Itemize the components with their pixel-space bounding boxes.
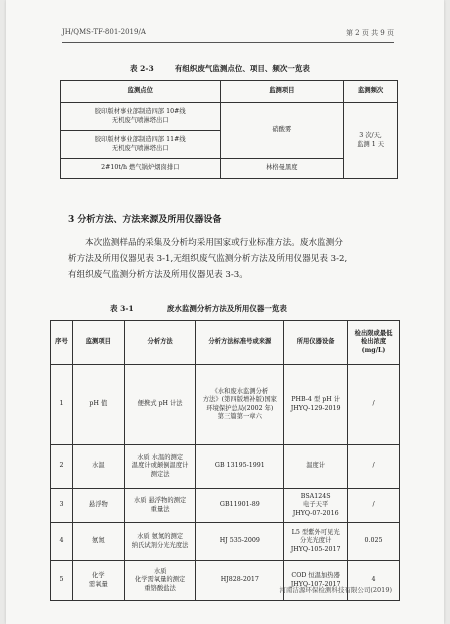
table-cell: 《水和废水监测分析 方法》(第四版增补版)国家 环境保护总局(2002 年) 第三篇第一章六 <box>196 365 284 445</box>
table-3-1-caption <box>110 303 287 314</box>
table-cell: 便携式 pH 计法 <box>124 365 196 445</box>
table-cell: / <box>348 489 400 523</box>
table-cell: / <box>348 445 400 489</box>
col-header: 所用仪器设备 <box>284 321 348 365</box>
paragraph-line: 有组织废气监测分析方法及所用仪器见表 3-3。 <box>68 269 248 280</box>
document-page <box>6 0 444 624</box>
table-cell: pH 值 <box>72 365 124 445</box>
paragraph-line: 本次监测样品的采集及分析均采用国家或行业标准方法。废水监测分 <box>85 238 343 248</box>
table-cell: 4 <box>51 523 73 561</box>
point-cell: 胶印版材事业部制造四部 11#线 无机废气喷淋塔出口 <box>61 131 221 159</box>
table-cell: 化学 需氧量 <box>72 561 124 601</box>
col-header: 监测项目 <box>72 321 124 365</box>
table-row <box>51 489 400 523</box>
col-header: 分析方法标准号或来源 <box>196 321 284 365</box>
table-cell: 悬浮物 <box>72 489 124 523</box>
page-header <box>62 28 394 43</box>
caption-number: 表 2-3 <box>130 64 154 73</box>
table-cell: 5 <box>51 561 73 601</box>
table-cell: 0.025 <box>348 523 400 561</box>
table-cell: 水质 水温的测定 温度计或颠倒温度计 测定法 <box>124 445 196 489</box>
table-cell: HJ 535-2009 <box>196 523 284 561</box>
doc-code: JH/QMS-TF-801-2019/A <box>62 28 146 36</box>
table-cell: / <box>348 365 400 445</box>
table-cell: GB11901-89 <box>196 489 284 523</box>
caption-number: 表 3-1 <box>110 304 134 313</box>
footer-company: 河南洁源环保检测科技有限公司(2019) <box>279 586 392 594</box>
caption-title: 有组织废气监测点位、项目、频次一览表 <box>174 64 310 73</box>
table-cell: L5 型紫外可见光 分光光度计 JHYQ-105-2017 <box>284 523 348 561</box>
caption-title: 废水监测分析方法及所用仪器一览表 <box>166 304 287 313</box>
table-2-3-caption <box>130 63 310 74</box>
table-cell: 水质 氨氮的测定 纳氏试剂分光光度法 <box>124 523 196 561</box>
table-cell: 水质 化学需氧量的测定 重铬酸盐法 <box>124 561 196 601</box>
table-cell: HJ828-2017 <box>196 561 284 601</box>
paragraph-line: 析方法及所用仪器见表 3-1,无组织废气监测分析方法及所用仪器见表 3-2, <box>68 253 348 264</box>
table-row <box>51 365 400 445</box>
col-header: 监测点位 <box>61 81 221 103</box>
frequency-cell: 3 次/天, 监测 1 天 <box>344 103 398 179</box>
page-number: 第 2 页 共 9 页 <box>345 29 394 37</box>
section-heading: 3 分析方法、方法来源及所用仪器设备 <box>68 215 222 225</box>
table-2-3 <box>60 80 398 179</box>
body-paragraph <box>68 236 398 283</box>
col-header: 检出限或最低 检出浓度 (mg/L) <box>348 321 400 365</box>
table-row <box>51 445 400 489</box>
point-cell: 胶印版材事业部制造四部 10#线 无机废气喷淋塔出口 <box>61 103 221 131</box>
table-cell: COD 恒温加热器 JHYQ-107-2017 <box>284 561 348 601</box>
table-cell: 2 <box>51 445 73 489</box>
table-cell: PHB-4 型 pH 计 JHYQ-129-2019 <box>284 365 348 445</box>
table-cell: 水质 悬浮物的测定 重量法 <box>124 489 196 523</box>
table-cell: 1 <box>51 365 73 445</box>
col-header: 监测项目 <box>220 81 344 103</box>
col-header: 分析方法 <box>124 321 196 365</box>
col-header: 序号 <box>51 321 73 365</box>
table-cell: GB 13195-1991 <box>196 445 284 489</box>
table-cell: BSA124S 电子天平 JHYQ-07-2016 <box>284 489 348 523</box>
table-row <box>51 523 400 561</box>
col-header: 监测频次 <box>344 81 398 103</box>
table-cell: 水温 <box>72 445 124 489</box>
table-cell: 3 <box>51 489 73 523</box>
item-cell: 林格曼黑度 <box>220 159 344 179</box>
table-cell: 温度计 <box>284 445 348 489</box>
item-cell: 硝酸雾 <box>220 103 344 159</box>
table-cell: 氨氮 <box>72 523 124 561</box>
table-3-1 <box>50 320 400 601</box>
table-cell: 4 <box>348 561 400 601</box>
point-cell: 2#10t/h 燃气锅炉烟囱排口 <box>61 159 221 179</box>
table-row <box>51 561 400 601</box>
